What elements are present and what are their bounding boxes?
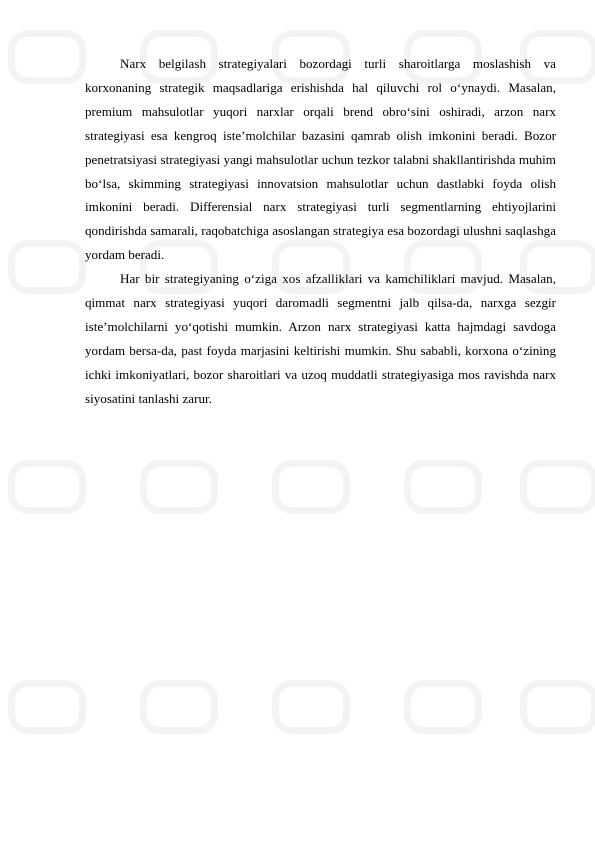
document-body <box>85 52 556 411</box>
watermark-mark <box>140 680 218 734</box>
paragraph-1: Narx belgilash strategiyalari bozordagi turli sharoitlarga moslashish va korxonaning strategik maqsadlariga erishishda hal qiluvchi rol o‘ynaydi. Masalan, premium mahsulotlar yuqori narxlar orqali brend obro‘sini oshiradi, arzon narx strategiyasi esa kengroq iste’molchilar bazasini qamrab olish imkonini beradi. Bozor penetratsiyasi strategiyasi yangi mahsulotlar uchun tezkor talabni shakllantirishda muhim bo‘lsa, skimming strategiyasi innovatsion mahsulotlar uchun dastlabki foyda olish imkonini beradi. Differensial narx strategiyasi turli segmentlarning ehtiyojlarini qondirishda samarali, raqobatchiga asoslangan strategiya esa bozordagi ulushni saqlashga yordam beradi. <box>85 56 556 263</box>
watermark-mark <box>272 680 350 734</box>
watermark-mark <box>520 460 595 514</box>
watermark-mark <box>8 30 86 84</box>
watermark-mark <box>8 240 86 294</box>
watermark-mark <box>520 680 595 734</box>
paragraph-2: Har bir strategiyaning o‘ziga xos afzalliklari va kamchiliklari mavjud. Masalan, qimmat narx strategiyasi yuqori daromadli segmentni jalb qilsa-da, narxga sezgir iste’molchilarni yo‘qotishi mumkin. Arzon narx strategiyasi katta hajmdagi savdoga yordam bersa-da, past foyda marjasini keltirishi mumkin. Shu sababli, korxona o‘zining ichki imkoniyatlari, bozor sharoitlari va uzoq muddatli strategiyasiga mos ravishda narx siyosatini tanlashi zarur. <box>85 271 556 406</box>
watermark-mark <box>8 680 86 734</box>
watermark-mark <box>8 460 86 514</box>
watermark-mark <box>272 460 350 514</box>
watermark-mark <box>140 460 218 514</box>
watermark-mark <box>404 680 482 734</box>
watermark-mark <box>404 460 482 514</box>
